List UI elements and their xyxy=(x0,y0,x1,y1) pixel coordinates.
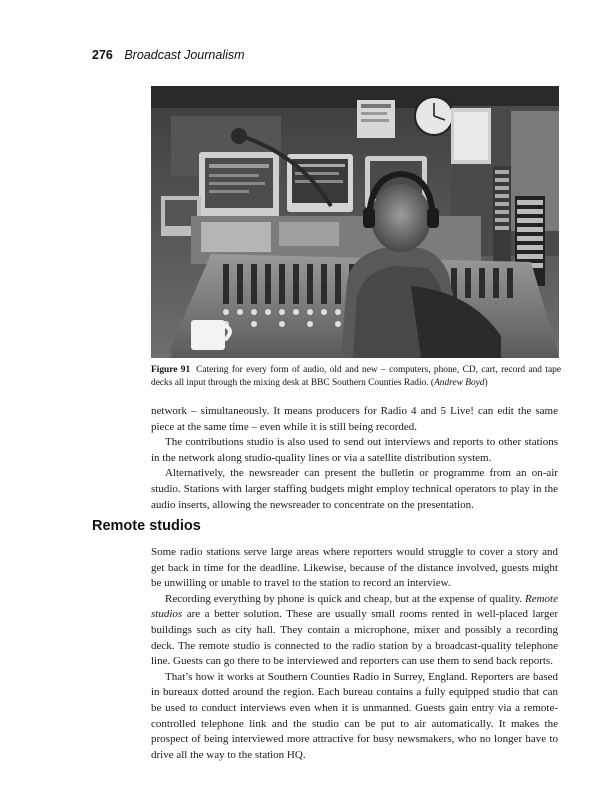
paragraph: That’s how it works at Southern Counties Radio in Surrey, England. Reporters are based in bureaux dotted around the region. Each bureau contains a fully equipped studio that can be used to conduct interviews even when it is unmanned. Guests gain entry via a remote-controlled telephone link and the studio can be put to air automatically. It makes the prospect of being interviewed more attractive for busy newsmakers, who no longer have to drive all the way to the station HQ. xyxy=(151,670,558,761)
paragraph: The contributions studio is also used to send out interviews and reports to other stations in the network along studio-quality lines or via a satellite distribution system. xyxy=(151,436,558,464)
paragraph: Some radio stations serve large areas where reporters would struggle to cover a story and get back in time for the deadline. Likewise, because of the distance involved, guests might be unwilling or unable to travel to the station to record an interview. xyxy=(151,546,558,590)
figure-caption xyxy=(151,364,561,389)
paragraph: network – simultaneously. It means producers for Radio 4 and 5 Live! can edit the same piece at the same time – even while it is still being recorded. xyxy=(151,405,558,433)
section-heading: Remote studios xyxy=(92,518,201,534)
continuation-text xyxy=(151,404,558,513)
caption-text: Catering for every form of audio, old and new – computers, phone, CD, cart, record and tape decks all input through the mixing desk at BBC Southern Counties Radio. ( xyxy=(151,365,561,388)
studio-photo xyxy=(151,86,559,358)
section-body xyxy=(151,545,558,763)
running-head xyxy=(92,48,245,62)
book-title: Broadcast Journalism xyxy=(124,48,245,62)
page-number: 276 xyxy=(92,48,113,62)
photo-credit: Andrew Boyd xyxy=(434,377,485,388)
emphasis-term: Remote studios xyxy=(151,592,558,621)
paragraph xyxy=(151,592,558,670)
paragraph-start: Recording everything by phone is quick and cheap, but at the expense of quality. xyxy=(165,592,523,605)
figure-label: Figure 91 xyxy=(151,365,191,375)
paragraph-rest: are a better solution. These are usually small rooms rented in well-placed larger buildings such as city hall. They contain a microphone, mixer and possibly a recording deck. The remote studio is connected to the radio station by a broadcast-quality telephone line. Guests can go there to be interviewed and reporters can use them to send back reports. xyxy=(151,608,558,668)
caption-end: ) xyxy=(484,377,488,388)
paragraph: Alternatively, the newsreader can present the bulletin or programme from an on-air studio. Stations with larger staffing budgets might employ technical operators to play in the audio inserts, allowing the newsreader to concentrate on the presentation. xyxy=(151,467,558,511)
